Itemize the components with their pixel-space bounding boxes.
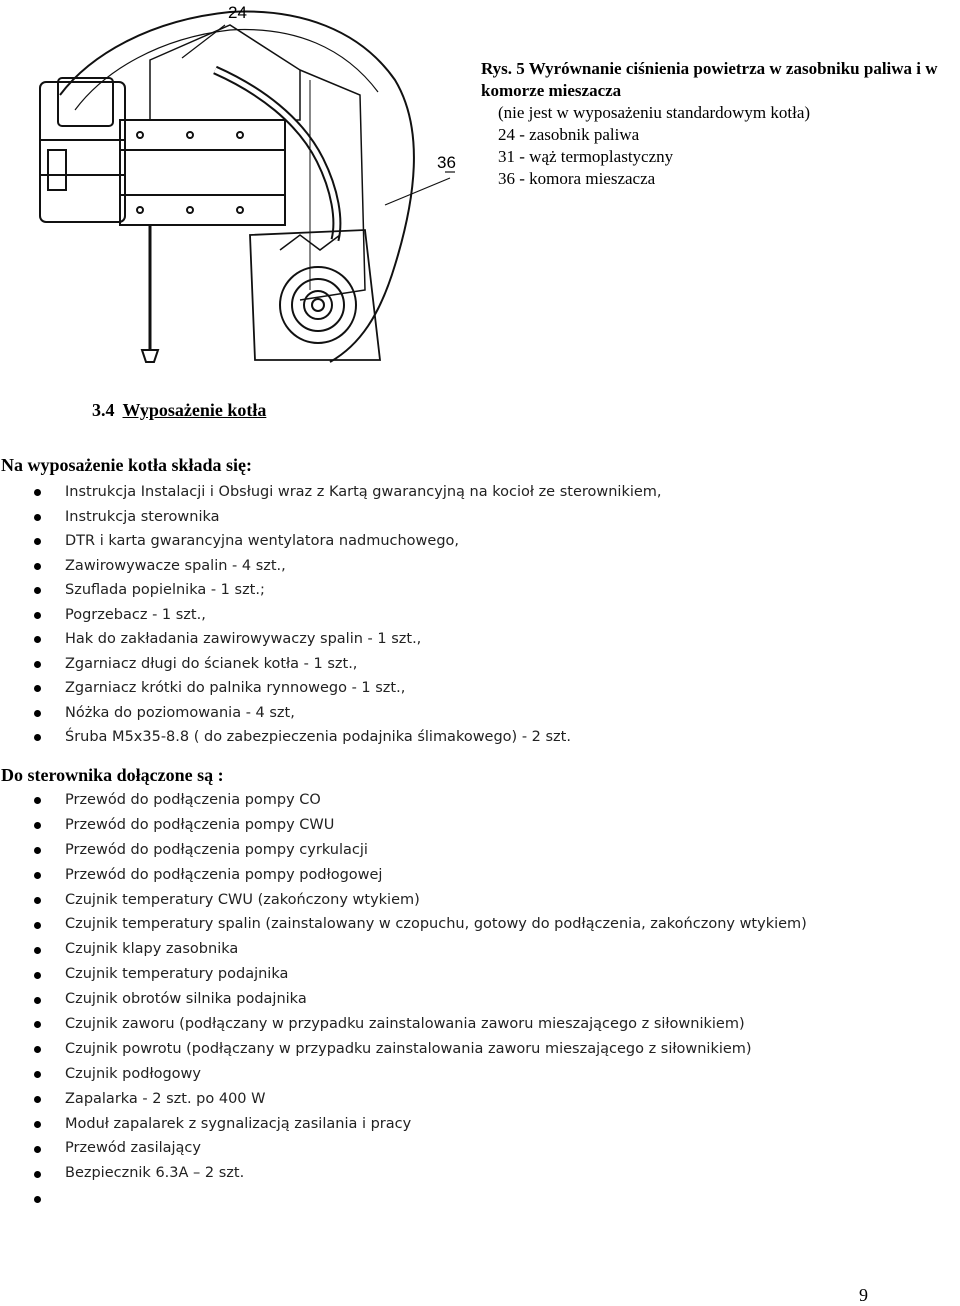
list-item-text: Zapalarka - 2 szt. po 400 W [65,1090,266,1107]
list-item [0,1112,807,1137]
bullet-icon [34,563,41,570]
list-item [0,813,807,838]
list-item [0,529,662,554]
list-item [0,1136,807,1161]
bullet-icon [34,1146,41,1153]
caption-note: (nie jest w wyposażeniu standardowym kotła) [498,103,811,122]
bullet-icon [34,972,41,979]
section-heading [92,400,266,421]
list-item-text: Czujnik temperatury spalin (zainstalowany w czopuchu, gotowy do podłączenia, zakończony wtykiem) [65,916,807,933]
list-item [0,838,807,863]
bullet-icon [34,997,41,1004]
list-item-text: Śruba M5x35-8.8 ( do zabezpieczenia podajnika ślimakowego) - 2 szt. [65,729,571,745]
bullet-icon [34,847,41,854]
bullet-icon [34,514,41,521]
list-item-text: Moduł zapalarek z sygnalizacją zasilania i pracy [65,1115,412,1132]
bullet-icon [34,1121,41,1128]
bullet-icon [34,587,41,594]
list-item-text: Zgarniacz krótki do palnika rynnowego - 1 szt., [65,680,406,696]
list-item [0,652,662,677]
list-item-text: Nóżka do poziomowania - 4 szt, [65,704,295,721]
list-item [0,962,807,987]
list-item-text: Zawirowywacze spalin - 4 szt., [65,557,286,574]
list-item-text: Przewód zasilający [65,1140,201,1157]
list-item-text: Czujnik obrotów silnika podajnika [65,991,307,1008]
list-item [0,1087,807,1112]
figure-caption [481,58,956,190]
list-item-text: DTR i karta gwarancyjna wentylatora nadmuchowego, [65,533,460,549]
bullet-icon [34,797,41,804]
list-item-text: Zgarniacz długi do ścianek kotła - 1 szt., [65,655,358,672]
list-item-text: Pogrzebacz - 1 szt., [65,606,206,623]
caption-title: Rys. 5 Wyrównanie ciśnienia powietrza w zasobniku paliwa i w komorze mieszacza [481,59,938,100]
bullet-icon [34,1096,41,1103]
bullet-icon [34,612,41,619]
list-item [0,1186,807,1211]
bullet-icon [34,636,41,643]
list-item [0,480,662,505]
bullet-icon [34,1171,41,1178]
caption-item: 31 - wąż termoplastyczny [498,147,674,166]
list-item-text: Czujnik klapy zasobnika [65,941,239,958]
list-item [0,725,662,750]
bullet-icon [34,947,41,954]
bullet-icon [34,538,41,545]
list-item [0,1012,807,1037]
list-item-text: Bezpiecznik 6.3A – 2 szt. [65,1165,245,1182]
list-item [0,912,807,937]
list-item-text: Szuflada popielnika - 1 szt.; [65,582,265,598]
list-item [0,554,662,579]
list-item [0,603,662,628]
list-item-text: Przewód do podłączenia pompy cyrkulacji [65,841,368,858]
list-item [0,788,807,813]
list-item [0,1062,807,1087]
list-item-text: Przewód do podłączenia pompy CWU [65,816,335,833]
bullet-icon [34,872,41,879]
caption-item: 36 - komora mieszacza [498,169,656,188]
equipment-list [0,480,662,750]
bullet-icon [34,710,41,717]
bullet-icon [34,1071,41,1078]
callout-24: 24 [228,3,247,22]
bullet-icon [34,734,41,741]
list-item-text: Czujnik temperatury podajnika [65,966,289,983]
bullet-icon [34,897,41,904]
bullet-icon [34,489,41,496]
bullet-icon [34,661,41,668]
bullet-icon [34,1196,41,1203]
list-item [0,1037,807,1062]
list-item-text: Instrukcja sterownika [65,508,220,525]
page-number: 9 [859,1285,868,1305]
mixing-chamber [250,230,380,360]
bullet-icon [34,685,41,692]
bullet-icon [34,1046,41,1053]
gearbox [120,120,285,225]
bullet-icon [34,922,41,929]
list-item-text: Instrukcja Instalacji i Obsługi wraz z Kartą gwarancyjną na kocioł ze sterownikiem, [65,484,662,500]
list-item [0,701,662,726]
section-number: 3.4 [92,400,115,420]
list-item [0,676,662,701]
list-item-text: Czujnik powrotu (podłączany w przypadku zainstalowania zaworu mieszającego z siłownikiem) [65,1040,752,1057]
list-item [0,888,807,913]
technical-drawing [0,0,470,370]
list-item-text: Czujnik temperatury CWU (zakończony wtykiem) [65,891,420,908]
list-item [0,1161,807,1186]
callout-36: 36 [437,153,456,172]
list-item-text: Przewód do podłączenia pompy podłogowej [65,866,383,883]
list-item-text: Czujnik podłogowy [65,1065,201,1082]
list-item-text: Hak do zakładania zawirowywaczy spalin - 1 szt., [65,631,422,647]
bullet-icon [34,822,41,829]
section-title: Wyposażenie kotła [122,400,267,420]
list-item-text: Przewód do podłączenia pompy CO [65,792,321,808]
list-item [0,937,807,962]
bullet-icon [34,1021,41,1028]
list-item [0,987,807,1012]
list-item [0,627,662,652]
list-item [0,505,662,530]
list-item [0,578,662,603]
hopper-outline [60,12,414,362]
list-item [0,863,807,888]
caption-item: 24 - zasobnik paliwa [498,125,640,144]
list-item-text: Czujnik zaworu (podłączany w przypadku zainstalowania zaworu mieszającego z siłownikiem) [65,1016,745,1033]
controller-heading: Do sterownika dołączone są : [1,765,224,785]
equipment-heading: Na wyposażenie kotła składa się: [1,455,253,475]
controller-accessories-list [0,788,807,1211]
